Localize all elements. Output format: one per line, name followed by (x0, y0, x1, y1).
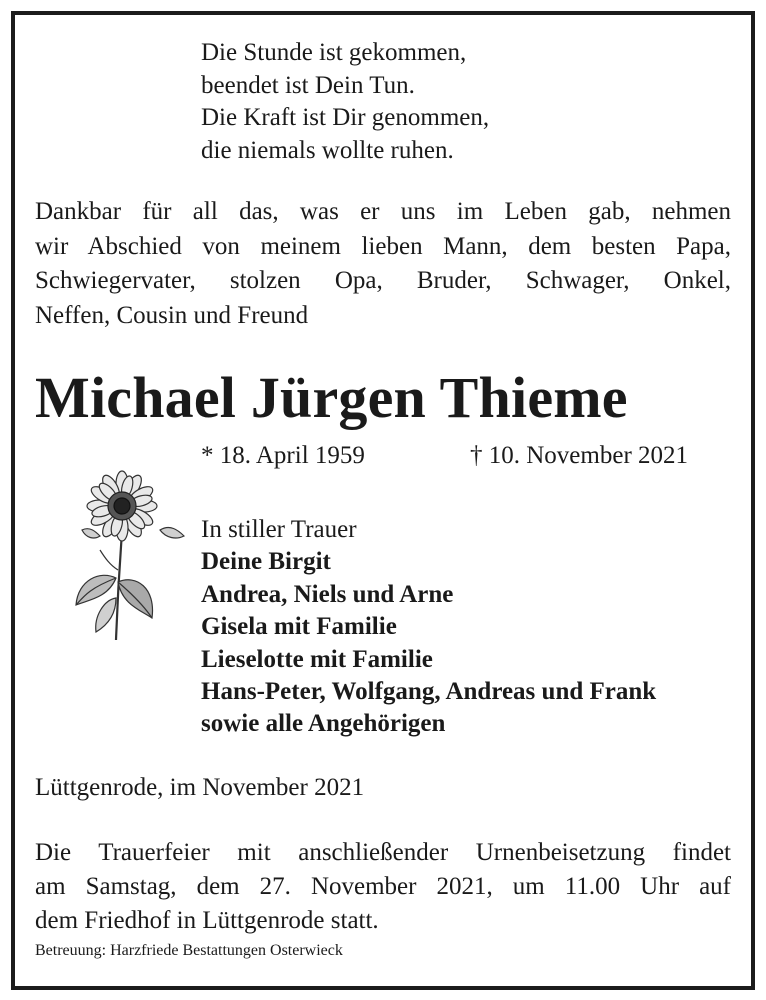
intro-line: Schwiegervater, stolzen Opa, Bruder, Schwager, Onkel, (35, 267, 731, 294)
ceremony-line: Die Trauerfeier mit anschließender Urnenbeisetzung findet (35, 839, 731, 866)
death-date: † 10. November 2021 (470, 442, 689, 469)
intro-paragraph (35, 195, 731, 333)
poem-line: die niemals wollte ruhen. (201, 136, 454, 164)
mourner-name: Deine Birgit (201, 548, 331, 576)
poem-line: Die Stunde ist gekommen, (201, 39, 467, 66)
intro-line: wir Abschied von meinem lieben Mann, dem besten Papa, (35, 232, 731, 260)
birth-date: * 18. April 1959 (201, 442, 365, 469)
ceremony-line: dem Friedhof in Lüttgenrode statt. (35, 907, 379, 934)
sunflower-icon (60, 470, 190, 645)
ceremony-line: am Samstag, dem 27. November 2021, um 11.00 Uhr auf (35, 873, 731, 900)
funeral-home-credit: Betreuung: Harzfriede Bestattungen Osterwieck (35, 942, 343, 959)
ceremony-notice (35, 836, 731, 938)
intro-line: Neffen, Cousin und Freund (35, 301, 309, 329)
deceased-name: Michael Jürgen Thieme (35, 365, 628, 430)
intro-line: Dankbar für all das, was er uns im Leben gab, nehmen (35, 198, 731, 225)
obituary-frame (11, 11, 755, 990)
poem-line: beendet ist Dein Tun. (201, 71, 415, 99)
poem (201, 37, 489, 167)
mourner-name: Hans-Peter, Wolfgang, Andreas und Frank (201, 678, 657, 706)
mourners-block (201, 514, 656, 741)
mourner-name: sowie alle Angehörigen (201, 710, 446, 738)
poem-line: Die Kraft ist Dir genommen, (201, 104, 490, 131)
mourner-name: Andrea, Niels und Arne (201, 580, 454, 608)
mourner-name: Gisela mit Familie (201, 613, 397, 641)
place-date: Lüttgenrode, im November 2021 (35, 774, 365, 801)
mourner-name: Lieselotte mit Familie (201, 645, 433, 673)
mourners-heading: In stiller Trauer (201, 516, 357, 543)
